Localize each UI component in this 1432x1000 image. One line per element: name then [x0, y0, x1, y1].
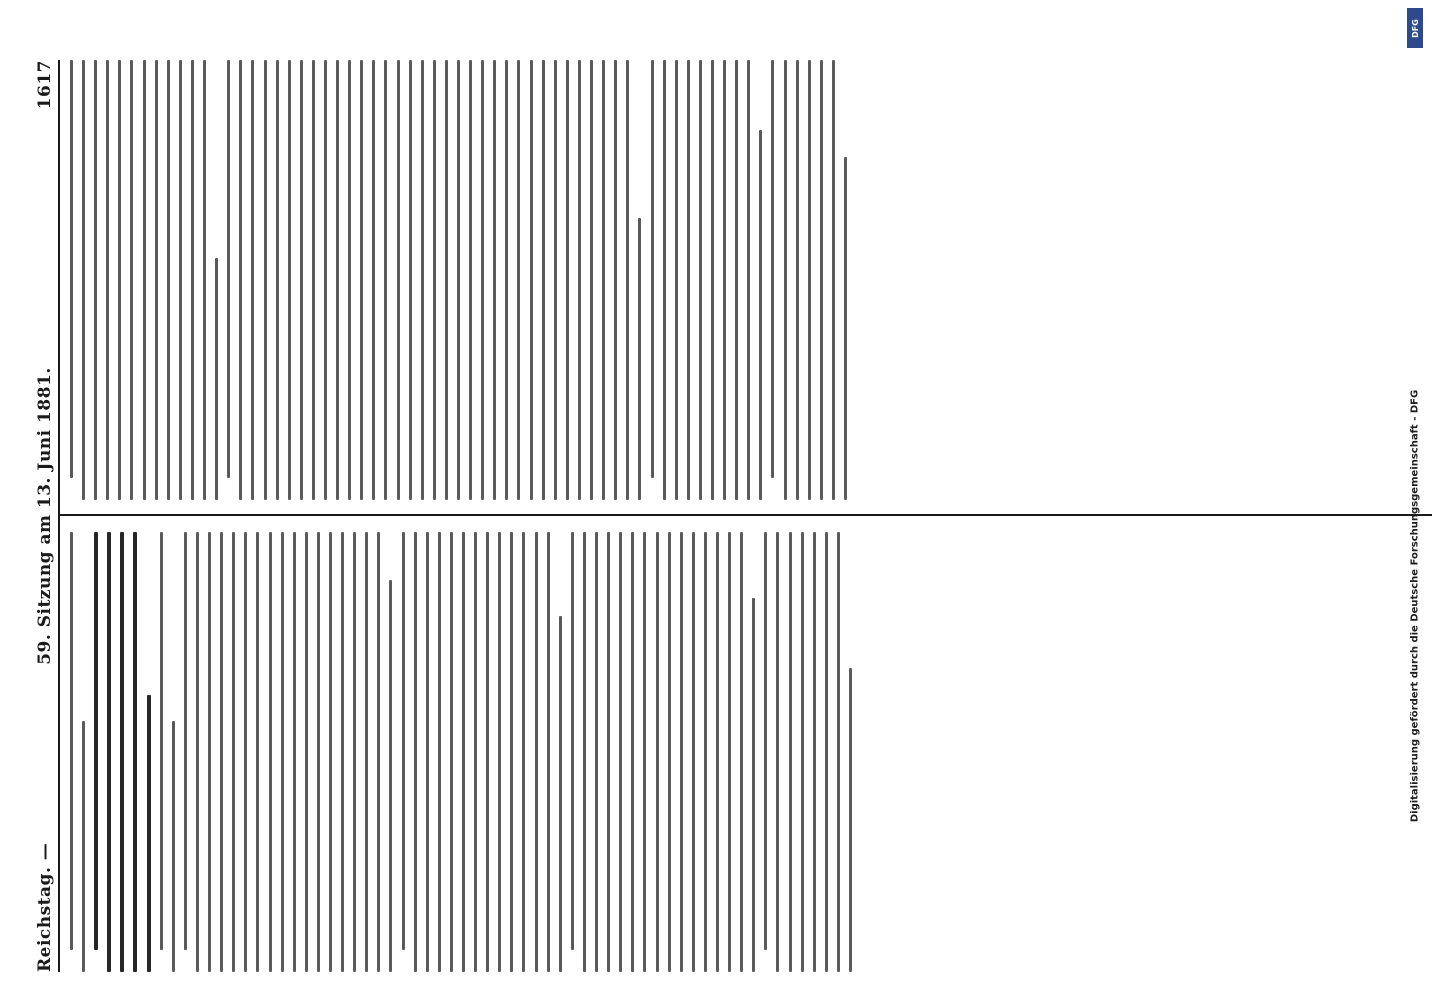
text-line — [699, 60, 702, 500]
text-line — [281, 532, 284, 972]
dfg-logo — [1407, 8, 1423, 48]
text-line — [106, 60, 109, 500]
text-line — [208, 532, 211, 972]
text-line — [389, 580, 392, 972]
text-line — [232, 532, 235, 972]
text-line — [535, 532, 538, 972]
text-line — [384, 60, 387, 500]
text-line — [70, 60, 73, 478]
paragraph — [160, 532, 175, 972]
text-line — [510, 532, 513, 972]
text-line — [377, 532, 380, 972]
text-line — [167, 60, 170, 500]
text-line — [505, 60, 508, 500]
text-line — [450, 532, 453, 972]
text-line — [107, 532, 111, 972]
text-line — [837, 532, 840, 972]
text-line — [269, 532, 272, 972]
text-line — [397, 60, 400, 500]
text-line — [120, 532, 124, 972]
text-line — [70, 532, 73, 950]
text-line — [160, 532, 163, 950]
text-line — [293, 532, 296, 972]
text-column-right — [70, 60, 1418, 500]
text-line — [716, 532, 719, 972]
text-line — [583, 532, 586, 972]
text-line — [554, 60, 557, 500]
text-line — [776, 532, 779, 972]
text-line — [94, 60, 97, 500]
text-line — [498, 532, 501, 972]
text-line — [692, 532, 695, 972]
text-line — [329, 532, 332, 972]
paragraph — [94, 532, 150, 972]
text-column-left — [70, 532, 1418, 972]
text-line — [348, 60, 351, 500]
column-divider — [60, 514, 1432, 516]
digitization-credit — [1404, 6, 1426, 994]
text-line — [675, 60, 678, 500]
text-line — [607, 532, 610, 972]
text-line — [474, 532, 477, 972]
text-line — [759, 130, 762, 500]
text-line — [353, 532, 356, 972]
text-line — [196, 532, 199, 972]
text-line — [341, 532, 344, 972]
text-line — [578, 60, 581, 500]
header-publication: Reichstag. — — [35, 842, 55, 972]
text-line — [336, 60, 339, 500]
paragraph — [70, 532, 85, 972]
text-line — [752, 598, 755, 972]
text-line — [469, 60, 472, 500]
text-line — [82, 60, 85, 500]
text-line — [530, 60, 533, 500]
text-line — [832, 60, 835, 500]
text-line — [147, 695, 151, 972]
text-line — [723, 60, 726, 500]
text-line — [402, 532, 405, 950]
text-line — [317, 532, 320, 972]
text-line — [438, 532, 441, 972]
text-line — [728, 532, 731, 972]
text-line — [771, 60, 774, 478]
text-line — [740, 532, 743, 972]
text-line — [445, 60, 448, 500]
paragraph — [402, 532, 562, 972]
text-line — [312, 60, 315, 500]
text-line — [414, 532, 417, 972]
text-line — [626, 60, 629, 500]
text-line — [143, 60, 146, 500]
credit-text: Digitalisierung gefördert durch die Deutsche Forschungsgemeinschaft - DFG — [1409, 389, 1421, 823]
text-line — [155, 60, 158, 500]
text-line — [643, 532, 646, 972]
text-line — [300, 60, 303, 500]
text-line — [288, 60, 291, 500]
text-line — [808, 60, 811, 500]
text-line — [130, 60, 133, 500]
text-line — [426, 532, 429, 972]
text-line — [801, 532, 804, 972]
dfg-logo-text: DFG — [1410, 18, 1420, 38]
text-line — [215, 258, 218, 500]
text-line — [651, 60, 654, 478]
text-line — [566, 60, 569, 500]
paragraph — [70, 60, 218, 500]
text-line — [305, 532, 308, 972]
text-line — [619, 532, 622, 972]
text-line — [133, 532, 137, 972]
paragraph — [571, 532, 755, 972]
text-line — [849, 668, 852, 972]
text-line — [227, 60, 230, 478]
text-line — [559, 616, 562, 972]
text-line — [820, 60, 823, 500]
text-line — [365, 532, 368, 972]
text-line — [493, 60, 496, 500]
text-line — [590, 60, 593, 500]
text-line — [735, 60, 738, 500]
paragraph — [227, 60, 641, 500]
text-line — [481, 60, 484, 500]
text-line — [457, 60, 460, 500]
text-line — [764, 532, 767, 950]
running-head — [34, 60, 60, 972]
text-line — [184, 532, 187, 950]
text-line — [825, 532, 828, 972]
text-line — [256, 532, 259, 972]
paragraph — [651, 60, 763, 500]
text-line — [360, 60, 363, 500]
text-line — [433, 60, 436, 500]
text-line — [220, 532, 223, 972]
text-line — [264, 60, 267, 500]
paragraph — [184, 532, 393, 972]
text-line — [844, 157, 847, 500]
text-line — [244, 532, 247, 972]
text-line — [239, 60, 242, 500]
text-line — [602, 60, 605, 500]
text-line — [668, 532, 671, 972]
text-line — [118, 60, 121, 500]
text-line — [784, 60, 787, 500]
text-line — [409, 60, 412, 500]
text-line — [813, 532, 816, 972]
text-line — [486, 532, 489, 972]
text-line — [614, 60, 617, 500]
text-line — [172, 721, 175, 972]
text-line — [462, 532, 465, 972]
text-line — [324, 60, 327, 500]
text-line — [680, 532, 683, 972]
text-line — [638, 218, 641, 500]
text-line — [517, 60, 520, 500]
text-line — [276, 60, 279, 500]
text-line — [747, 60, 750, 500]
text-line — [542, 60, 545, 500]
text-line — [631, 532, 634, 972]
text-line — [796, 60, 799, 500]
text-line — [711, 60, 714, 500]
text-line — [663, 60, 666, 500]
header-session-date: 59. Sitzung am 13. Juni 1881. — [35, 367, 55, 665]
text-line — [421, 60, 424, 500]
text-line — [82, 721, 85, 972]
text-line — [571, 532, 574, 950]
text-line — [94, 532, 98, 950]
text-line — [656, 532, 659, 972]
text-line — [251, 60, 254, 500]
text-line — [179, 60, 182, 500]
text-line — [595, 532, 598, 972]
text-line — [687, 60, 690, 500]
paragraph — [764, 532, 852, 972]
text-line — [203, 60, 206, 500]
text-line — [191, 60, 194, 500]
paragraph — [771, 60, 847, 500]
text-line — [372, 60, 375, 500]
text-line — [522, 532, 525, 972]
text-line — [789, 532, 792, 972]
page-number: 1617 — [35, 60, 55, 110]
text-line — [704, 532, 707, 972]
text-line — [547, 532, 550, 972]
